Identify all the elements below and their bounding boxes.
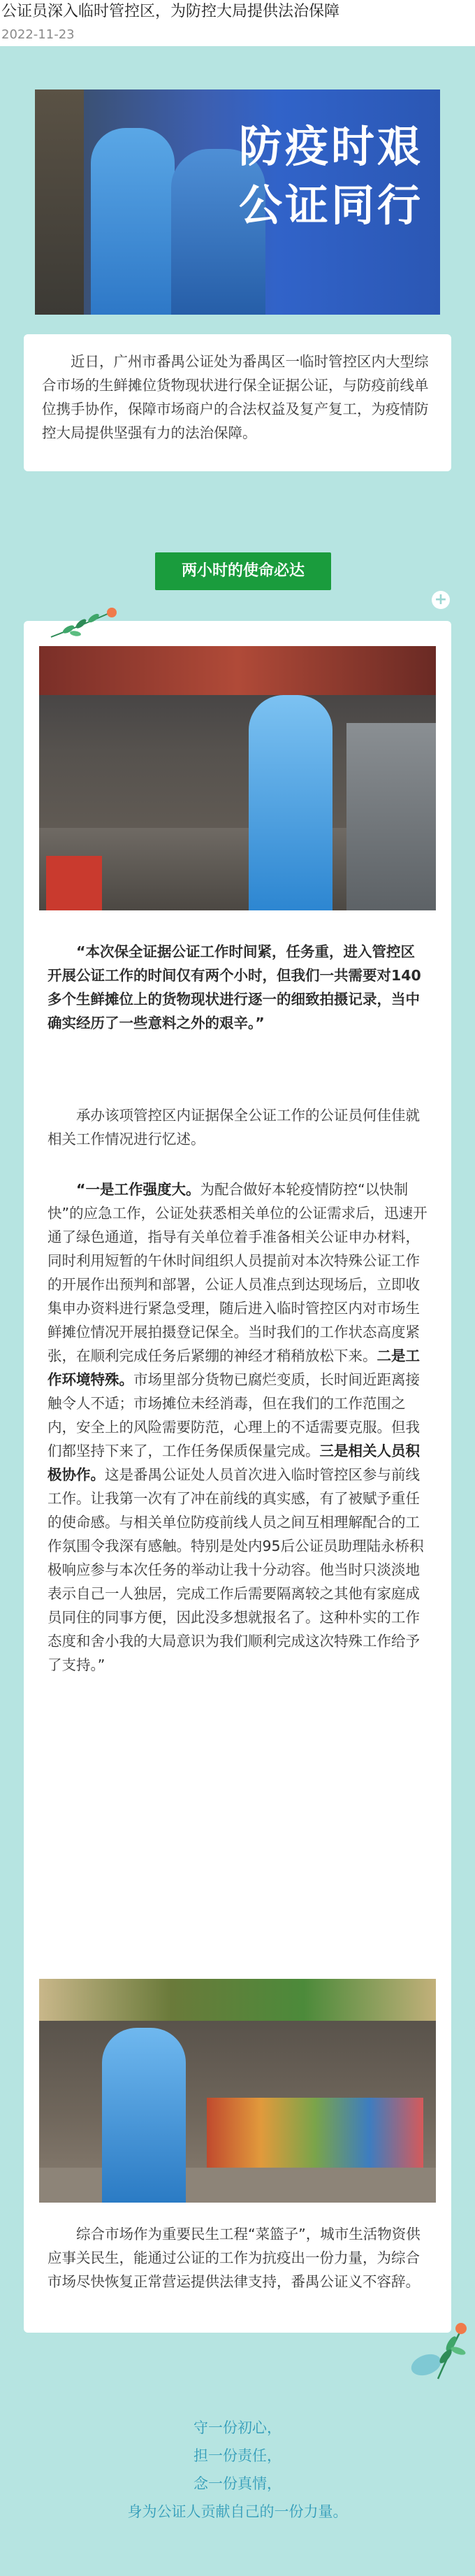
body-text: 为配合做好本轮疫情防控“以快制快”的应急工作，公证处获悉相关单位的公证需求后，迅速开通了绿色通道，指导有关单位着手准备相关公证申办材料，同时利用短暂的午休时间组织人员提前对本次特殊公证工作的开展作出预判和部署，公证人员准点到达现场后，立即收集申办资料进行紧急受理，随后进入临时管控区内对市场生鲜摊位情况开展拍摄登记保全。当时我们的工作状态高度紧张，在顺利完成任务后紧绷的神经才稍稍放松下来。 <box>48 1181 428 1364</box>
publish-date: 2022-11-23 <box>1 27 75 42</box>
closing-line: 身为公证人贡献自己的一份力量。 <box>127 2503 348 2520</box>
hero-worker-figure <box>91 128 175 315</box>
body-paragraph: 综合市场作为重要民生工程“菜篮子”，城市生活物资供应事关民生，能通过公证的工作为抗疫出一份力量，为综合市场尽快恢复正常营运提供法律支持，番禺公证义不容辞。 <box>48 2226 421 2290</box>
closing-line: 念一份真情， <box>193 2475 282 2492</box>
section-title-badge: 两小时的使命必达 <box>155 552 331 590</box>
intro-paragraph: 近日，广州市番禺公证处为番禺区一临时管控区内大型综合市场的生鲜摊位货物现状进行保全证据公证，与防疫前线单位携手协作，保障市场商户的合法权益及复产复工，为疫情防控大局提供坚强有力的法治保障。 <box>42 353 429 441</box>
photo-roof-shape <box>39 1979 436 2021</box>
article-header <box>0 0 475 46</box>
emphasis-lead: 二是工作环境特殊。 <box>48 1347 420 1388</box>
body-text: 这是番禺公证处人员首次进入临时管控区参与前线工作。让我第一次有了冲在前线的真实感，有了被赋予重任的使命感。与相关单位防疫前线人员之间互相理解配合的工作氛围令我深有感触。特别是处内95后公证员助理陆永桥积极响应参与本次任务的举动让我十分动容。他当时只淡淡地表示自己一人独居，完成工作后需要隔离较之其他有家庭成员同住的同事方便，因此没多想就报名了。这种朴实的工作态度和舍小我的大局意识为我们顺利完成这次特殊工作给予了支持。” <box>48 1466 424 1673</box>
photo-floor-shape <box>39 2168 436 2203</box>
photo-worker-figure <box>249 695 332 910</box>
closing-line: 守一份初心， <box>193 2419 282 2436</box>
hero-slogan <box>235 117 423 235</box>
market-photo-2 <box>39 1979 436 2203</box>
hero-slogan-line: 公证同行 <box>238 180 423 231</box>
leaf-decoration-icon <box>400 2316 469 2383</box>
photo-stall-shape <box>346 723 436 910</box>
leaf-decoration-icon <box>48 606 124 641</box>
hero-slogan-line: 防疫时艰 <box>238 121 423 172</box>
market-photo-1 <box>39 646 436 910</box>
hero-shelf-shape <box>35 90 84 315</box>
article-title: 公证员深入临时管控区，为防控大局提供法治保障 <box>1 3 340 20</box>
closing-line: 担一份责任， <box>193 2447 282 2464</box>
body-paragraph <box>48 1178 429 1677</box>
emphasis-lead: “一是工作强度大。 <box>76 1181 200 1198</box>
body-paragraph: 承办该项管控区内证据保全公证工作的公证员何佳佳就相关工作情况进行忆述。 <box>48 1107 420 1147</box>
body-text: 市场里部分货物已腐烂变质，长时间近距离接触令人不适；市场摊位未经消毒，但在我们的工作范围之内，安全上的风险需要防范，心理上的不适需要克服。但我们都坚持下来了，工作任务保质保量完成。 <box>48 1371 420 1459</box>
quote-paragraph: “本次保全证据公证工作时间紧，任务重，进入管控区开展公证工作的时间仅有两个小时，但我们一共需要对140多个生鲜摊位上的货物现状进行逐一的细致拍摄记录，当中确实经历了一些意料之外的艰辛。” <box>48 943 421 1031</box>
intro-card <box>24 334 451 471</box>
emphasis-lead: 三是相关人员积极协作。 <box>48 1443 420 1483</box>
hero-banner-image <box>35 90 440 315</box>
photo-goods-shape <box>207 2098 423 2168</box>
photo-bucket-shape <box>46 856 102 910</box>
plus-icon: + <box>432 591 450 609</box>
photo-awning-shape <box>39 646 436 695</box>
photo-worker-figure <box>102 2028 186 2203</box>
